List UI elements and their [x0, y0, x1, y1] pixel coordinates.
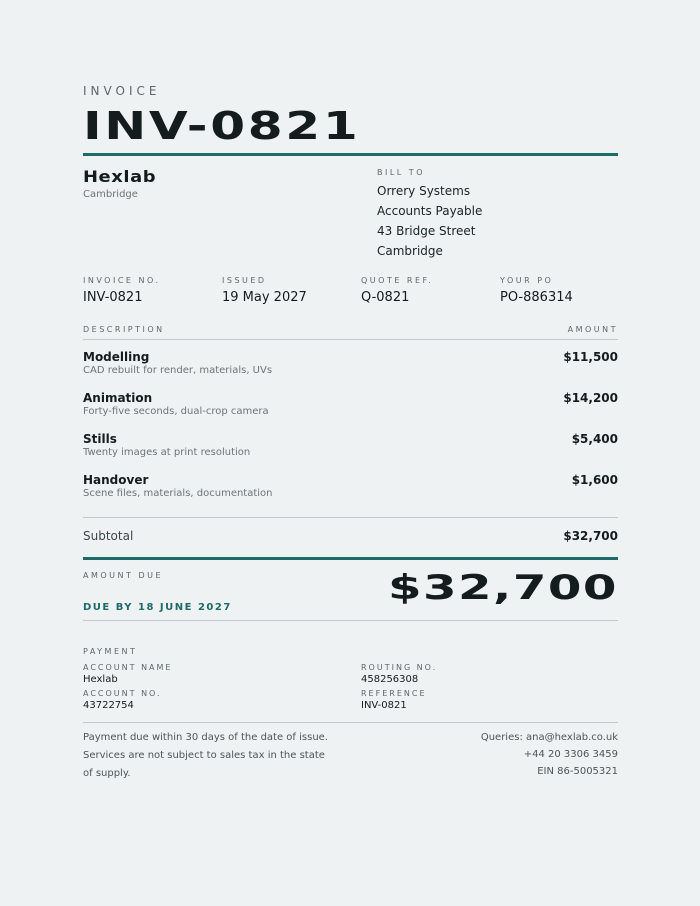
meta-label: QUOTE REF. — [361, 276, 434, 285]
meta-value: Q-0821 — [361, 290, 410, 305]
bill-to-line: 43 Bridge Street — [377, 224, 476, 238]
line-item — [83, 391, 618, 417]
meta-issued — [222, 276, 307, 305]
routing-no-field — [361, 663, 437, 685]
bill-to-line: Accounts Payable — [377, 204, 483, 218]
due-date: DUE BY 18 JUNE 2027 — [83, 602, 232, 613]
subtotal-divider — [83, 517, 618, 518]
line-item-description: Twenty images at print resolution — [83, 447, 251, 458]
line-item — [83, 432, 618, 458]
amount-column-header: AMOUNT — [567, 325, 618, 334]
meta-quote-ref — [361, 276, 433, 305]
footer-divider — [83, 722, 618, 723]
account-name-value: Hexlab — [83, 674, 118, 685]
meta-value: INV-0821 — [83, 290, 143, 305]
seller-city: Cambridge — [83, 189, 138, 200]
meta-value: 19 May 2027 — [222, 290, 307, 305]
phone-number: +44 20 3306 3459 — [523, 749, 618, 760]
description-column-header: DESCRIPTION — [83, 325, 165, 334]
table-header-divider — [83, 339, 618, 340]
line-item-description: CAD rebuilt for render, materials, UVs — [83, 365, 273, 376]
meta-label: ISSUED — [222, 276, 267, 285]
bill-to-label: BILL TO — [377, 168, 425, 177]
contact-block — [481, 729, 618, 780]
invoice-number-title: INV-0821 — [83, 104, 361, 148]
line-item-description: Forty-five seconds, dual-crop camera — [83, 406, 269, 417]
line-item — [83, 473, 618, 499]
account-no-field — [83, 689, 162, 711]
amount-due-label: AMOUNT DUE — [83, 571, 164, 580]
meta-your-po — [500, 276, 573, 305]
routing-no-value: 458256308 — [361, 674, 419, 685]
account-name-field — [83, 663, 172, 685]
ein-number: EIN 86-5005321 — [537, 766, 618, 777]
payment-terms-note: Payment due within 30 days of the date of issue. Services are not subject to sales tax in the state of supply. — [83, 732, 328, 779]
line-item-name: Animation — [83, 391, 153, 405]
subtotal-label: Subtotal — [83, 529, 134, 543]
line-item-amount: $14,200 — [563, 391, 618, 405]
line-item-name: Modelling — [83, 350, 150, 364]
account-no-value: 43722754 — [83, 700, 134, 711]
line-item-amount: $11,500 — [563, 350, 618, 364]
line-item-description: Scene files, materials, documentation — [83, 488, 273, 499]
bill-to-line: Cambridge — [377, 244, 443, 258]
line-item-amount: $1,600 — [571, 473, 618, 487]
reference-label: REFERENCE — [361, 689, 427, 698]
meta-label: INVOICE NO. — [83, 276, 161, 285]
payment-section-label: PAYMENT — [83, 647, 138, 656]
header-divider — [83, 153, 618, 156]
bill-to-line: Orrery Systems — [377, 184, 471, 198]
reference-value: INV-0821 — [361, 700, 407, 711]
line-item — [83, 350, 618, 376]
line-item-name: Stills — [83, 432, 117, 446]
bill-to-address — [377, 181, 482, 261]
queries-email[interactable]: Queries: ana@hexlab.co.uk — [480, 732, 618, 743]
amount-due-bottom-divider — [83, 620, 618, 621]
seller-name: Hexlab — [83, 167, 157, 186]
account-name-label: ACCOUNT NAME — [83, 663, 173, 672]
line-item-name: Handover — [83, 473, 149, 487]
amount-due-value: $32,700 — [388, 568, 618, 608]
document-label: INVOICE — [83, 84, 161, 98]
subtotal-value: $32,700 — [563, 529, 618, 543]
amount-due-divider — [83, 557, 618, 560]
line-item-amount: $5,400 — [571, 432, 618, 446]
account-no-label: ACCOUNT NO. — [83, 689, 162, 698]
routing-no-label: ROUTING NO. — [361, 663, 438, 672]
meta-value: PO-886314 — [500, 290, 573, 305]
meta-label: YOUR PO — [500, 276, 554, 285]
reference-field — [361, 689, 427, 711]
meta-invoice-no — [83, 276, 161, 305]
